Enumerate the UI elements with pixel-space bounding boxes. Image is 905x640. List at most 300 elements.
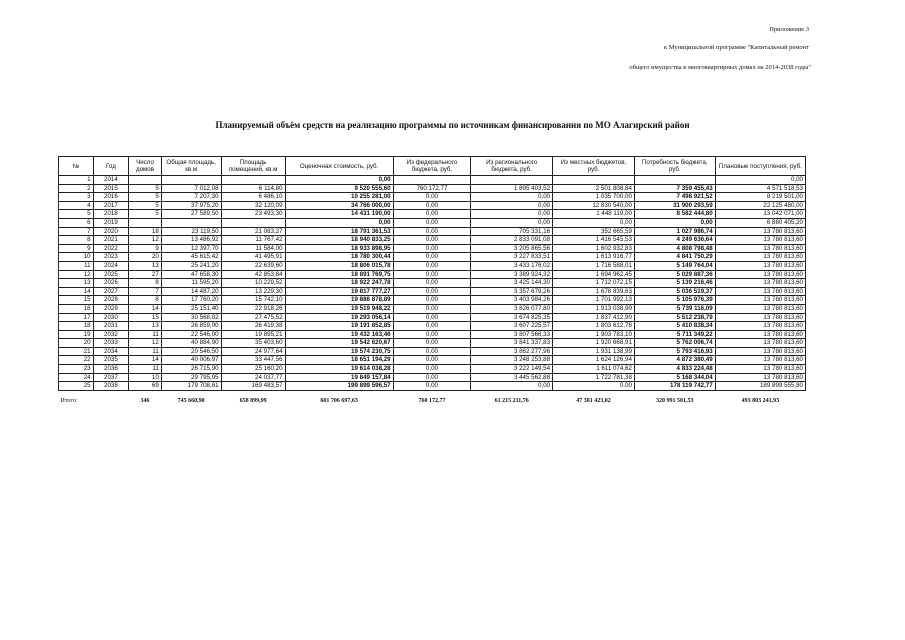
cell-row-number: 18 <box>59 322 94 331</box>
cell-estimated-cost: 14 431 190,00 <box>285 210 393 219</box>
cell-estimated-cost: 18 780 300,44 <box>285 253 393 262</box>
col-header-planned-receipts: Плановые поступления, руб. <box>715 157 805 176</box>
col-header-premises-area: Площадь помещений, кв.м <box>221 157 285 176</box>
cell-regional-budget: 3 674 825,35 <box>471 313 553 322</box>
cell-regional-budget <box>471 176 553 185</box>
cell-estimated-cost: 19 614 038,28 <box>285 365 393 374</box>
table-row <box>59 227 806 236</box>
cell-planned-receipts: 13 780 813,60 <box>715 356 805 365</box>
cell-planned-receipts: 13 780 813,60 <box>715 304 805 313</box>
cell-house-count: 7 <box>129 287 162 296</box>
cell-year: 2033 <box>93 339 129 348</box>
cell-planned-receipts: 4 571 518,53 <box>715 184 805 193</box>
col-header-total-area: Общая площадь, кв.м <box>161 157 221 176</box>
cell-federal-budget: 0,00 <box>393 296 471 305</box>
cell-estimated-cost: 19 432 163,46 <box>285 330 393 339</box>
cell-year: 2037 <box>93 373 129 382</box>
cell-total-area: 47 658,30 <box>161 270 221 279</box>
table-row <box>59 287 806 296</box>
cell-budget-need: 4 808 798,48 <box>634 244 715 253</box>
cell-local-budget: 1 716 588,01 <box>553 261 635 270</box>
cell-house-count: 12 <box>129 339 162 348</box>
cell-planned-receipts: 13 780 813,60 <box>715 261 805 270</box>
cell-federal-budget: 0,00 <box>393 339 471 348</box>
cell-regional-budget: 3 389 924,32 <box>471 270 553 279</box>
cell-premises-area: 11 767,42 <box>221 236 285 245</box>
cell-row-number: 17 <box>59 313 94 322</box>
cell-planned-receipts: 13 780 813,60 <box>715 330 805 339</box>
cell-premises-area: 24 037,77 <box>221 373 285 382</box>
cell-row-number: 8 <box>59 236 94 245</box>
cell-planned-receipts: 13 780 813,60 <box>715 313 805 322</box>
col-header-local-budget: Из местных бюджетов, руб. <box>553 157 635 176</box>
cell-year: 2017 <box>93 201 129 210</box>
cell-budget-need: 5 105 976,39 <box>634 296 715 305</box>
cell-year: 2018 <box>93 210 129 219</box>
cell-local-budget: 2 501 808,84 <box>553 184 635 193</box>
cell-budget-need: 5 168 344,04 <box>634 373 715 382</box>
cell-row-number: 11 <box>59 261 94 270</box>
cell-house-count: 27 <box>129 270 162 279</box>
cell-house-count: 10 <box>129 373 162 382</box>
cell-premises-area: 26 419,38 <box>221 322 285 331</box>
cell-budget-need: 4 833 224,48 <box>634 365 715 374</box>
cell-row-number: 19 <box>59 330 94 339</box>
total-row <box>59 390 806 413</box>
cell-total-area: 25 151,40 <box>161 304 221 313</box>
cell-house-count: 12 <box>129 236 162 245</box>
cell-federal-budget: 0,00 <box>393 193 471 202</box>
cell-regional-budget: 2 833 091,08 <box>471 236 553 245</box>
cell-federal-budget: 0,00 <box>393 261 471 270</box>
cell-total-area: 14 487,20 <box>161 287 221 296</box>
cell-budget-need: 4 872 380,49 <box>634 356 715 365</box>
cell-planned-receipts: 22 125 480,00 <box>715 201 805 210</box>
cell-year: 2023 <box>93 253 129 262</box>
cell-row-number: 23 <box>59 365 94 374</box>
cell-row-number: 2 <box>59 184 94 193</box>
table-row <box>59 279 806 288</box>
cell-budget-need: 7 359 455,43 <box>634 184 715 193</box>
table-row <box>59 339 806 348</box>
cell-house-count: 9 <box>129 244 162 253</box>
cell-row-number: 16 <box>59 304 94 313</box>
cell-regional-budget: 3 433 176,02 <box>471 261 553 270</box>
program-title: общего имущества в многоквартирных домах на 2014-2038 годы" <box>629 64 811 71</box>
cell-federal-budget: 0,00 <box>393 244 471 253</box>
cell-row-number: 13 <box>59 279 94 288</box>
table-row <box>59 373 806 382</box>
cell-budget-need: 5 410 838,34 <box>634 322 715 331</box>
cell-local-budget <box>553 176 635 185</box>
cell-budget-need: 31 900 293,59 <box>634 201 715 210</box>
cell-regional-budget: 3 205 865,56 <box>471 244 553 253</box>
cell-federal-budget: 0,00 <box>393 270 471 279</box>
table-row <box>59 244 806 253</box>
cell-estimated-cost: 0,00 <box>285 176 393 185</box>
cell-planned-receipts: 13 780 813,60 <box>715 373 805 382</box>
cell-premises-area: 27 475,52 <box>221 313 285 322</box>
cell-premises-area: 24 977,64 <box>221 347 285 356</box>
cell-year: 2024 <box>93 261 129 270</box>
cell-budget-need: 7 498 921,52 <box>634 193 715 202</box>
cell-federal-budget: 0,00 <box>393 373 471 382</box>
cell-house-count: 13 <box>129 261 162 270</box>
cell-regional-budget: 3 607 225,57 <box>471 322 553 331</box>
cell-premises-area: 15 742,10 <box>221 296 285 305</box>
cell-local-budget: 352 665,59 <box>553 227 635 236</box>
cell-regional-budget: 3 862 277,96 <box>471 347 553 356</box>
total-total-area: 745 660,90 <box>177 398 205 405</box>
cell-federal-budget: 0,00 <box>393 313 471 322</box>
cell-regional-budget: 3 248 253,88 <box>471 356 553 365</box>
cell-premises-area <box>221 176 285 185</box>
cell-row-number: 7 <box>59 227 94 236</box>
cell-house-count: 5 <box>129 184 162 193</box>
program-reference: к Муниципальной программе "Капитальный ремонт <box>663 44 809 51</box>
cell-year: 2038 <box>93 382 129 391</box>
cell-regional-budget: 3 445 562,88 <box>471 373 553 382</box>
cell-estimated-cost: 0,00 <box>285 218 393 227</box>
cell-budget-need: 0,00 <box>634 218 715 227</box>
appendix-label: Приложение 3 <box>769 26 809 33</box>
cell-estimated-cost: 19 542 620,67 <box>285 339 393 348</box>
cell-federal-budget: 0,00 <box>393 365 471 374</box>
total-regional-budget: 61 215 211,76 <box>494 398 529 405</box>
col-header-estimated-cost: Оценочная стоимость, руб. <box>285 157 393 176</box>
cell-premises-area: 32 120,09 <box>221 201 285 210</box>
table-header-row <box>59 157 806 176</box>
cell-planned-receipts: 13 780 813,60 <box>715 227 805 236</box>
table-row <box>59 382 806 391</box>
cell-federal-budget: 0,00 <box>393 218 471 227</box>
cell-premises-area: 11 584,00 <box>221 244 285 253</box>
cell-local-budget: 1 803 612,78 <box>553 322 635 331</box>
cell-total-area: 179 708,61 <box>161 382 221 391</box>
cell-local-budget: 1 712 072,15 <box>553 279 635 288</box>
cell-premises-area: 10 229,52 <box>221 279 285 288</box>
total-federal-budget: 760 172,77 <box>418 398 446 405</box>
cell-planned-receipts: 13 780 813,60 <box>715 365 805 374</box>
cell-house-count: 14 <box>129 356 162 365</box>
cell-planned-receipts: 8 219 501,00 <box>715 193 805 202</box>
cell-estimated-cost: 18 940 833,25 <box>285 236 393 245</box>
cell-estimated-cost: 10 255 281,00 <box>285 193 393 202</box>
cell-planned-receipts: 13 780 813,60 <box>715 236 805 245</box>
cell-year: 2032 <box>93 330 129 339</box>
cell-estimated-cost: 19 849 157,84 <box>285 373 393 382</box>
total-estimated-cost: 601 706 697,63 <box>320 398 358 405</box>
cell-budget-need: 5 149 764,04 <box>634 261 715 270</box>
total-local-budget: 47 381 423,02 <box>576 398 611 405</box>
cell-year: 2035 <box>93 356 129 365</box>
cell-budget-need: 4 249 636,64 <box>634 236 715 245</box>
cell-federal-budget: 0,00 <box>393 304 471 313</box>
table-row <box>59 176 806 185</box>
cell-year: 2028 <box>93 296 129 305</box>
cell-estimated-cost: 19 293 056,14 <box>285 313 393 322</box>
cell-budget-need: 5 139 216,46 <box>634 279 715 288</box>
document-title: Планируемый объём средств на реализацию программы по источникам финансирования по МО Алагирский район <box>215 120 690 130</box>
cell-year: 2031 <box>93 322 129 331</box>
cell-total-area: 45 615,42 <box>161 253 221 262</box>
cell-year: 2016 <box>93 193 129 202</box>
cell-premises-area: 22 918,26 <box>221 304 285 313</box>
cell-estimated-cost: 18 891 769,75 <box>285 270 393 279</box>
cell-premises-area: 42 853,84 <box>221 270 285 279</box>
cell-regional-budget: 3 227 833,51 <box>471 253 553 262</box>
cell-regional-budget: 3 826 077,80 <box>471 304 553 313</box>
cell-regional-budget: 3 403 984,26 <box>471 296 553 305</box>
cell-total-area: 40 884,90 <box>161 339 221 348</box>
table-row <box>59 193 806 202</box>
cell-local-budget: 1 701 992,13 <box>553 296 635 305</box>
cell-premises-area: 41 495,91 <box>221 253 285 262</box>
cell-local-budget: 1 931 138,99 <box>553 347 635 356</box>
cell-local-budget: 1 602 932,83 <box>553 244 635 253</box>
cell-planned-receipts: 13 042 071,00 <box>715 210 805 219</box>
cell-total-area: 29 795,95 <box>161 373 221 382</box>
cell-total-area <box>161 218 221 227</box>
table-row <box>59 365 806 374</box>
table-row <box>59 201 806 210</box>
cell-estimated-cost: 9 520 555,60 <box>285 184 393 193</box>
cell-local-budget: 1 035 700,00 <box>553 193 635 202</box>
cell-row-number: 21 <box>59 347 94 356</box>
cell-budget-need: 5 762 006,74 <box>634 339 715 348</box>
cell-regional-budget: 3 357 679,26 <box>471 287 553 296</box>
cell-local-budget: 0,00 <box>553 218 635 227</box>
cell-local-budget: 1 624 126,94 <box>553 356 635 365</box>
cell-estimated-cost: 19 574 230,75 <box>285 347 393 356</box>
cell-house-count: 15 <box>129 313 162 322</box>
cell-planned-receipts: 13 780 813,60 <box>715 322 805 331</box>
cell-estimated-cost: 18 791 361,53 <box>285 227 393 236</box>
cell-house-count: 18 <box>129 227 162 236</box>
cell-total-area: 11 595,20 <box>161 279 221 288</box>
cell-house-count: 5 <box>129 201 162 210</box>
cell-budget-need: 8 582 444,80 <box>634 210 715 219</box>
col-header-federal-budget: Из федерального бюджета, руб. <box>393 157 471 176</box>
cell-row-number: 1 <box>59 176 94 185</box>
cell-planned-receipts: 13 780 813,60 <box>715 287 805 296</box>
cell-year: 2030 <box>93 313 129 322</box>
cell-house-count: 13 <box>129 322 162 331</box>
cell-planned-receipts: 6 860 405,20 <box>715 218 805 227</box>
cell-local-budget: 12 830 540,00 <box>553 201 635 210</box>
cell-premises-area: 23 493,30 <box>221 210 285 219</box>
cell-federal-budget: 0,00 <box>393 382 471 391</box>
cell-regional-budget: 0,00 <box>471 193 553 202</box>
cell-year: 2034 <box>93 347 129 356</box>
cell-planned-receipts: 13 780 813,60 <box>715 339 805 348</box>
cell-row-number: 25 <box>59 382 94 391</box>
cell-budget-need: 5 036 519,37 <box>634 287 715 296</box>
cell-estimated-cost: 19 191 852,85 <box>285 322 393 331</box>
total-house-count: 346 <box>140 398 150 405</box>
cell-regional-budget: 3 222 149,54 <box>471 365 553 374</box>
table-row <box>59 253 806 262</box>
table-row <box>59 270 806 279</box>
cell-row-number: 20 <box>59 339 94 348</box>
cell-house-count: 5 <box>129 193 162 202</box>
cell-year: 2027 <box>93 287 129 296</box>
cell-premises-area: 169 483,57 <box>221 382 285 391</box>
cell-federal-budget <box>393 176 471 185</box>
cell-regional-budget: 0,00 <box>471 210 553 219</box>
cell-estimated-cost: 19 886 878,89 <box>285 296 393 305</box>
cell-total-area: 13 486,92 <box>161 236 221 245</box>
cell-budget-need: 178 119 742,77 <box>634 382 715 391</box>
cell-planned-receipts: 0,00 <box>715 176 805 185</box>
table-row <box>59 296 806 305</box>
col-header-budget-need: Потребность бюджета, руб. <box>634 157 715 176</box>
cell-year: 2029 <box>93 304 129 313</box>
cell-row-number: 3 <box>59 193 94 202</box>
cell-year: 2015 <box>93 184 129 193</box>
cell-total-area: 37 975,20 <box>161 201 221 210</box>
cell-row-number: 9 <box>59 244 94 253</box>
cell-local-budget: 1 903 783,10 <box>553 330 635 339</box>
cell-house-count: 11 <box>129 330 162 339</box>
cell-budget-need: 5 512 238,79 <box>634 313 715 322</box>
cell-year: 2020 <box>93 227 129 236</box>
cell-premises-area: 35 403,60 <box>221 339 285 348</box>
cell-house-count: 69 <box>129 382 162 391</box>
cell-federal-budget: 0,00 <box>393 227 471 236</box>
cell-year: 2014 <box>93 176 129 185</box>
cell-total-area: 23 119,50 <box>161 227 221 236</box>
cell-total-area: 22 546,00 <box>161 330 221 339</box>
cell-total-area: 7 012,08 <box>161 184 221 193</box>
cell-house-count: 5 <box>129 210 162 219</box>
cell-year: 2019 <box>93 218 129 227</box>
table-row <box>59 236 806 245</box>
cell-row-number: 15 <box>59 296 94 305</box>
table-row <box>59 322 806 331</box>
cell-local-budget: 1 920 668,91 <box>553 339 635 348</box>
col-header-year: Год <box>93 157 129 176</box>
table-row <box>59 184 806 193</box>
cell-budget-need: 5 793 416,93 <box>634 347 715 356</box>
cell-planned-receipts: 13 780 813,60 <box>715 253 805 262</box>
cell-local-budget: 1 416 545,53 <box>553 236 635 245</box>
col-header-regional-budget: Из регионального бюджета, руб. <box>471 157 553 176</box>
cell-house-count <box>129 176 162 185</box>
cell-premises-area: 21 083,27 <box>221 227 285 236</box>
cell-house-count: 8 <box>129 296 162 305</box>
table-row <box>59 210 806 219</box>
cell-federal-budget: 0,00 <box>393 236 471 245</box>
cell-estimated-cost: 34 766 000,00 <box>285 201 393 210</box>
total-premises-area: 658 899,99 <box>239 398 267 405</box>
cell-local-budget: 1 448 119,00 <box>553 210 635 219</box>
cell-total-area: 7 207,30 <box>161 193 221 202</box>
cell-estimated-cost: 18 806 015,78 <box>285 261 393 270</box>
table-row <box>59 356 806 365</box>
cell-federal-budget: 0,00 <box>393 322 471 331</box>
cell-total-area: 26 715,90 <box>161 365 221 374</box>
cell-federal-budget: 0,00 <box>393 356 471 365</box>
cell-federal-budget: 760 172,77 <box>393 184 471 193</box>
cell-local-budget: 1 611 074,62 <box>553 365 635 374</box>
cell-premises-area: 22 639,60 <box>221 261 285 270</box>
cell-regional-budget: 3 425 144,30 <box>471 279 553 288</box>
table-row <box>59 330 806 339</box>
cell-federal-budget: 0,00 <box>393 287 471 296</box>
cell-federal-budget: 0,00 <box>393 330 471 339</box>
cell-local-budget: 1 837 412,90 <box>553 313 635 322</box>
table-row <box>59 347 806 356</box>
cell-estimated-cost: 18 922 247,78 <box>285 279 393 288</box>
cell-budget-need <box>634 176 715 185</box>
cell-planned-receipts: 189 899 555,80 <box>715 382 805 391</box>
cell-row-number: 24 <box>59 373 94 382</box>
cell-budget-need: 1 027 986,74 <box>634 227 715 236</box>
cell-total-area: 20 546,50 <box>161 347 221 356</box>
cell-local-budget: 1 722 781,38 <box>553 373 635 382</box>
cell-regional-budget: 3 841 337,83 <box>471 339 553 348</box>
cell-federal-budget: 0,00 <box>393 279 471 288</box>
cell-budget-need: 5 029 887,36 <box>634 270 715 279</box>
total-label: Итого: <box>60 398 78 405</box>
cell-total-area: 12 397,70 <box>161 244 221 253</box>
cell-row-number: 6 <box>59 218 94 227</box>
table-row <box>59 313 806 322</box>
cell-house-count <box>129 218 162 227</box>
cell-local-budget: 0,00 <box>553 382 635 391</box>
cell-year: 2026 <box>93 279 129 288</box>
cell-regional-budget: 3 807 566,33 <box>471 330 553 339</box>
cell-premises-area: 6 114,80 <box>221 184 285 193</box>
cell-planned-receipts: 13 780 813,60 <box>715 244 805 253</box>
cell-planned-receipts: 13 780 813,60 <box>715 347 805 356</box>
cell-house-count: 11 <box>129 365 162 374</box>
cell-year: 2025 <box>93 270 129 279</box>
table-row <box>59 218 806 227</box>
cell-planned-receipts: 13 780 813,60 <box>715 279 805 288</box>
cell-row-number: 10 <box>59 253 94 262</box>
cell-house-count: 11 <box>129 347 162 356</box>
cell-total-area: 40 006,97 <box>161 356 221 365</box>
cell-regional-budget: 0,00 <box>471 201 553 210</box>
cell-total-area: 26 859,00 <box>161 322 221 331</box>
cell-estimated-cost: 18 651 194,29 <box>285 356 393 365</box>
table-row <box>59 261 806 270</box>
cell-row-number: 22 <box>59 356 94 365</box>
cell-local-budget: 1 913 038,90 <box>553 304 635 313</box>
cell-premises-area: 33 447,56 <box>221 356 285 365</box>
cell-regional-budget: 0,00 <box>471 382 553 391</box>
cell-row-number: 4 <box>59 201 94 210</box>
cell-estimated-cost: 19 817 777,27 <box>285 287 393 296</box>
cell-row-number: 5 <box>59 210 94 219</box>
cell-budget-need: 5 739 116,09 <box>634 304 715 313</box>
cell-house-count: 20 <box>129 253 162 262</box>
cell-planned-receipts: 13 780 813,60 <box>715 270 805 279</box>
cell-premises-area: 19 895,21 <box>221 330 285 339</box>
cell-premises-area: 25 160,20 <box>221 365 285 374</box>
cell-estimated-cost: 19 519 948,22 <box>285 304 393 313</box>
cell-federal-budget: 0,00 <box>393 253 471 262</box>
cell-total-area: 27 589,50 <box>161 210 221 219</box>
cell-budget-need: 4 841 750,29 <box>634 253 715 262</box>
cell-house-count: 14 <box>129 304 162 313</box>
cell-premises-area <box>221 218 285 227</box>
cell-estimated-cost: 199 899 596,57 <box>285 382 393 391</box>
cell-local-budget: 1 613 916,77 <box>553 253 635 262</box>
cell-budget-need: 5 711 349,22 <box>634 330 715 339</box>
